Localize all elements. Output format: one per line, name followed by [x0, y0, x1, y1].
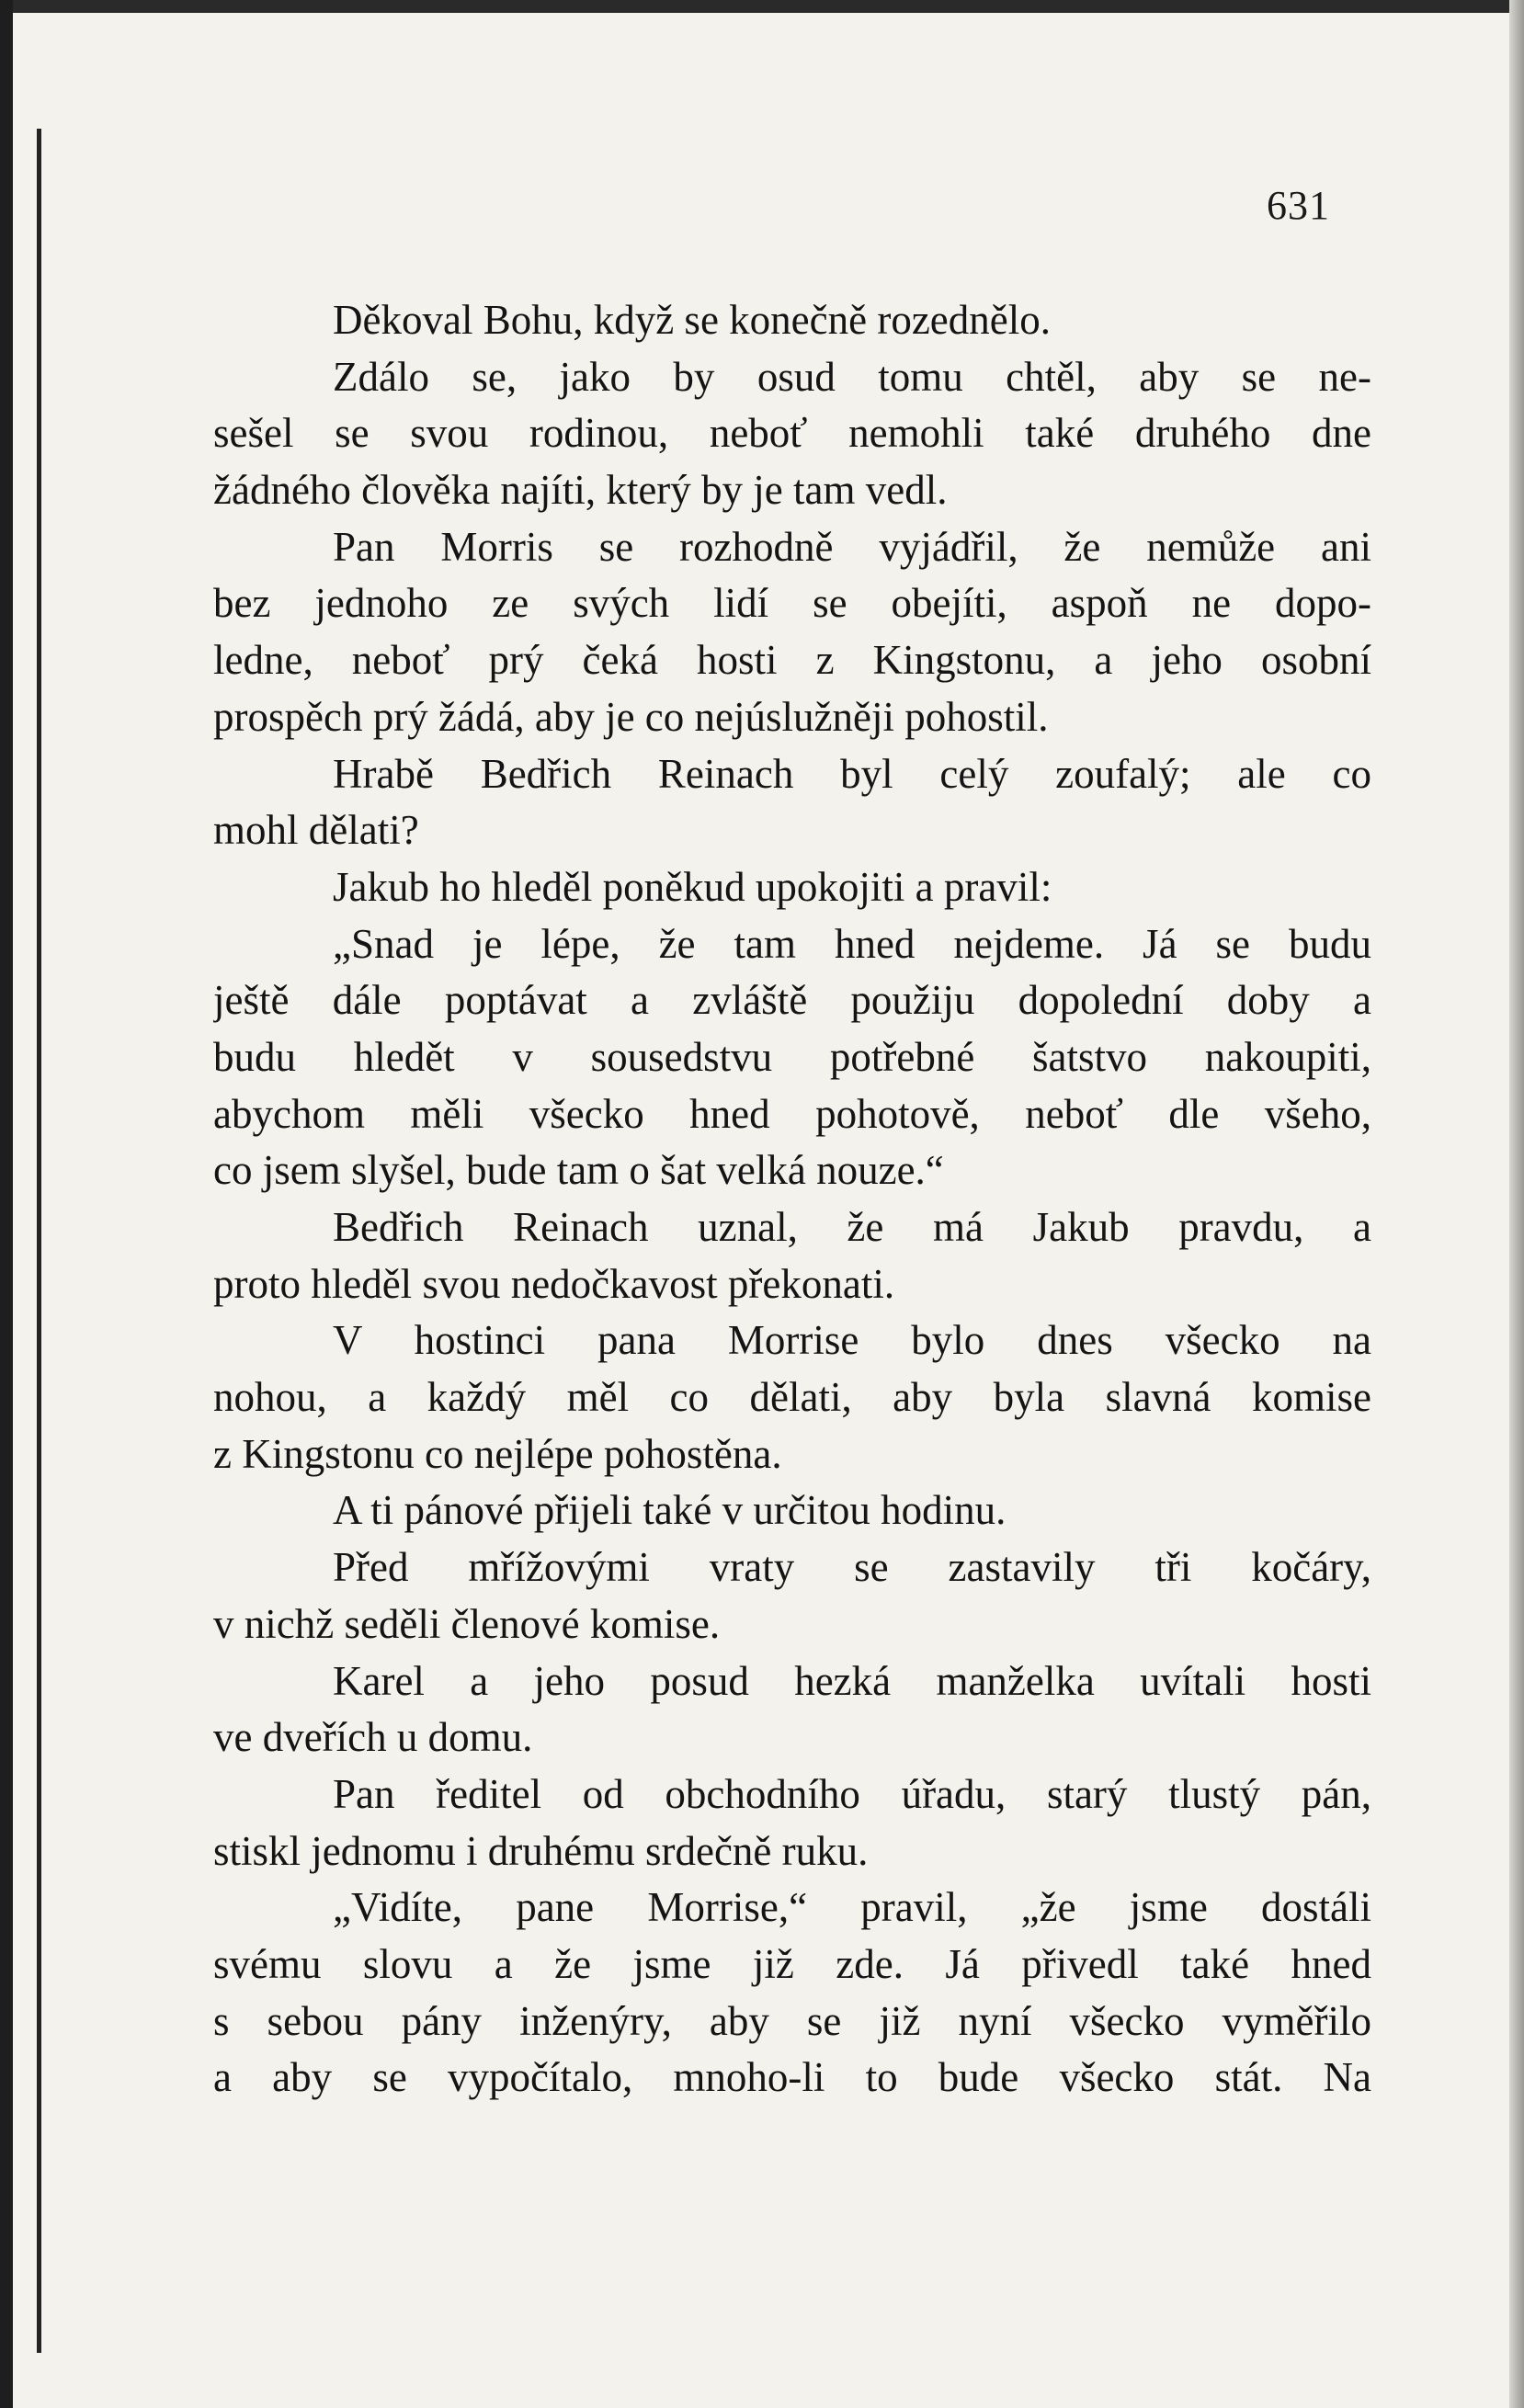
text-line: V hostinci pana Morrise bylo dnes všecko na	[333, 1317, 1371, 1364]
text-line: bez jednoho ze svých lidí se obejíti, aspoň ne dopo-	[213, 580, 1371, 627]
text-line: žádného člověka najíti, který by je tam vedl.	[213, 467, 948, 514]
text-line: a aby se vypočítalo, mnoho-li to bude všecko stát. Na	[213, 2054, 1371, 2101]
text-line: nohou, a každý měl co dělati, aby byla slavná komise	[213, 1374, 1371, 1421]
spine-line	[37, 129, 41, 2353]
body-text	[213, 292, 1371, 2107]
text-line: sešel se svou rodinou, neboť nemohli také druhého dne	[213, 410, 1371, 457]
scan-edge-right	[1509, 0, 1524, 2408]
text-line: Pan ředitel od obchodního úřadu, starý tlustý pán,	[333, 1770, 1371, 1817]
text-line: ledne, neboť prý čeká hosti z Kingstonu, a jeho osobní	[213, 637, 1371, 684]
text-line: s sebou pány inženýry, aby se již nyní všecko vyměřilo	[213, 1997, 1371, 2044]
text-line: Karel a jeho posud hezká manželka uvítali hosti	[333, 1657, 1371, 1704]
text-line: co jsem slyšel, bude tam o šat velká nouze.“	[213, 1147, 944, 1194]
page-number: 631	[1267, 183, 1330, 228]
text-line: Před mřížovými vraty se zastavily tři kočáry,	[333, 1544, 1371, 1591]
text-line: svému slovu a že jsme již zde. Já přivedl také hned	[213, 1940, 1371, 1987]
scan-edge-top	[0, 0, 1524, 13]
scan-edge-left	[0, 0, 13, 2408]
text-line: Zdálo se, jako by osud tomu chtěl, aby se ne-	[333, 353, 1371, 400]
text-line: Pan Morris se rozhodně vyjádřil, že nemůže ani	[333, 523, 1371, 570]
text-line: z Kingstonu co nejlépe pohostěna.	[213, 1430, 782, 1477]
text-line: Jakub ho hleděl poněkud upokojiti a pravil:	[333, 863, 1052, 910]
text-line: abychom měli všecko hned pohotově, neboť dle všeho,	[213, 1090, 1371, 1137]
text-line: prospěch prý žádá, aby je co nejúslužněji pohostil.	[213, 693, 1049, 740]
text-line: mohl dělati?	[213, 807, 419, 854]
text-line: A ti pánové přijeli také v určitou hodinu.	[333, 1487, 1007, 1534]
text-line: Bedřich Reinach uznal, že má Jakub pravdu, a	[333, 1204, 1371, 1250]
text-line: Děkoval Bohu, když se konečně rozednělo.	[333, 297, 1051, 343]
text-line: „Vidíte, pane Morrise,“ pravil, „že jsme dostáli	[333, 1884, 1371, 1931]
text-line: ve dveřích u domu.	[213, 1714, 533, 1761]
text-line: Hrabě Bedřich Reinach byl celý zoufalý; ale co	[333, 750, 1371, 797]
text-line: „Snad je lépe, že tam hned nejdeme. Já se budu	[333, 920, 1371, 967]
text-line: proto hleděl svou nedočkavost překonati.	[213, 1260, 895, 1307]
text-line: ještě dále poptávat a zvláště použiju dopolední doby a	[213, 977, 1371, 1024]
text-line: v nichž seděli členové komise.	[213, 1600, 721, 1647]
text-line: stiskl jednomu i druhému srdečně ruku.	[213, 1827, 869, 1874]
text-line: budu hledět v sousedstvu potřebné šatstvo nakoupiti,	[213, 1033, 1371, 1080]
